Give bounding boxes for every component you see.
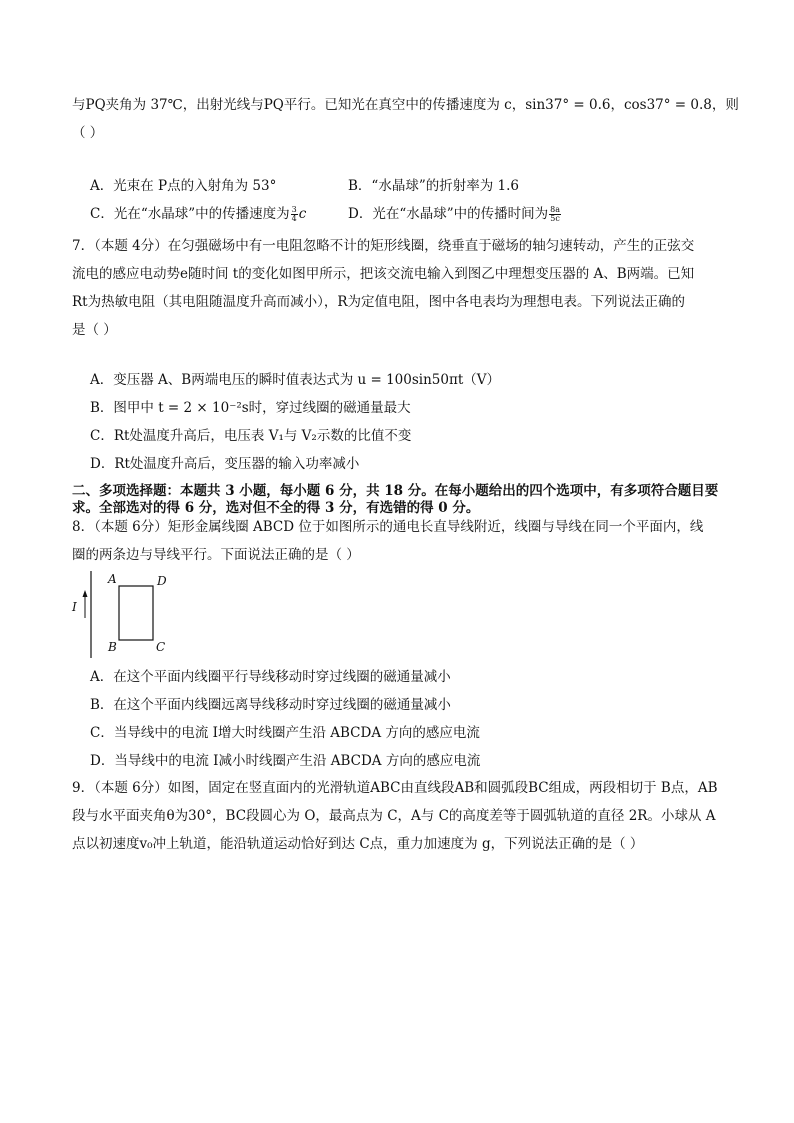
rectangular-coil [119,586,153,640]
q6-stem-line-1: 与PQ夹角为 37℃，出射光线与PQ平行。已知光在真空中的传播速度为 c，sin37° = 0.6，cos37° = 0.8，则 [72,97,739,113]
arrow-head-icon [83,590,88,597]
q6-option-b: B．“水晶球”的折射率为 1.6 [348,178,519,194]
q7-stem-line-3: Rt为热敏电阻（其电阻随温度升高而减小），R为定值电阻，图中各电表均为理想电表。下列说法正确的 [72,294,686,310]
q8-option-b: B．在这个平面内线圈远离导线移动时穿过线圈的磁通量减小 [90,697,451,713]
section-2-heading-line-2: 求。全部选对的得 6 分，选对但不全的得 3 分，有选错的得 0 分。 [72,500,480,516]
q8-option-a: A．在这个平面内线圈平行导线移动时穿过线圈的磁通量减小 [90,669,451,685]
current-label: I [72,600,77,614]
corner-label-d: D [157,574,167,588]
q8-stem-line-1: 8．（本题 6分）矩形金属线圈 ABCD 位于如图所示的通电长直导线附近，线圈与导线在同一个平面内，线 [72,519,704,535]
corner-label-a: A [108,572,117,586]
q6-option-c-fraction [291,206,298,223]
q7-stem-line-4: 是（ ） [72,322,117,338]
q8-stem-line-2: 圈的两条边与导线平行。下面说法正确的是（ ） [72,547,360,563]
q6-option-c-denominator: 4 [291,214,297,223]
q6-option-d-numerator: 8a [550,205,560,214]
q7-option-b: B．图甲中 t = 2 × 10⁻²s时，穿过线圈的磁通量最大 [90,400,411,416]
q8-coil-figure [66,568,186,660]
q7-option-d: D．Rt处温度升高后，变压器的输入功率减小 [90,456,360,472]
q7-option-c: C．Rt处温度升高后，电压表 V₁与 V₂示数的比值不变 [90,428,412,444]
q6-option-a: A．光束在 P点的入射角为 53° [90,178,277,194]
q9-stem-line-3: 点以初速度v₀冲上轨道，能沿轨道运动恰好到达 C点，重力加速度为 g，下列说法正确的是（ ） [72,836,644,852]
q7-option-a: A．变压器 A、B两端电压的瞬时值表达式为 u = 100sin50πt（V） [90,372,501,388]
q7-stem-line-2: 流电的感应电动势e随时间 t的变化如图甲所示，把该交流电输入到图乙中理想变压器的 A、B两端。已知 [72,266,695,282]
corner-label-b: B [108,640,117,654]
section-2-heading-line-1: 二、多项选择题：本题共 3 小题，每小题 6 分，共 18 分。在每小题给出的四个选项中，有多项符合题目要 [72,483,719,499]
q9-stem-line-2: 段与水平面夹角θ为30°，BC段圆心为 O，最高点为 C，A与 C的高度差等于圆弧轨道的直径 2R。小球从 A [72,808,716,824]
q6-stem-line-2: （ ） [72,125,104,141]
q6-option-d [348,205,562,223]
q6-option-c [90,205,306,223]
q9-stem-line-1: 9．（本题 6分）如图，固定在竖直面内的光滑轨道ABC由直线段AB和圆弧段BC组成，两段相切于 B点，AB [72,780,718,796]
q6-option-d-text: D．光在“水晶球”中的传播时间为 [348,206,549,222]
q6-option-d-fraction [549,206,561,223]
q8-option-d: D．当导线中的电流 I减小时线圈产生沿 ABCDA 方向的感应电流 [90,753,481,769]
corner-label-c: C [156,640,166,654]
q6-option-c-text: C．光在“水晶球”中的传播速度为 [90,206,290,222]
q8-option-c: C．当导线中的电流 I增大时线圈产生沿 ABCDA 方向的感应电流 [90,725,480,741]
q7-stem-line-1: 7．（本题 4分）在匀强磁场中有一电阻忽略不计的矩形线圈，绕垂直于磁场的轴匀速转动，产生的正弦交 [72,238,695,254]
q6-option-d-denominator: 5c [550,214,560,223]
q6-option-c-numerator: 3 [291,205,297,214]
q6-option-c-unit: c [298,206,307,222]
